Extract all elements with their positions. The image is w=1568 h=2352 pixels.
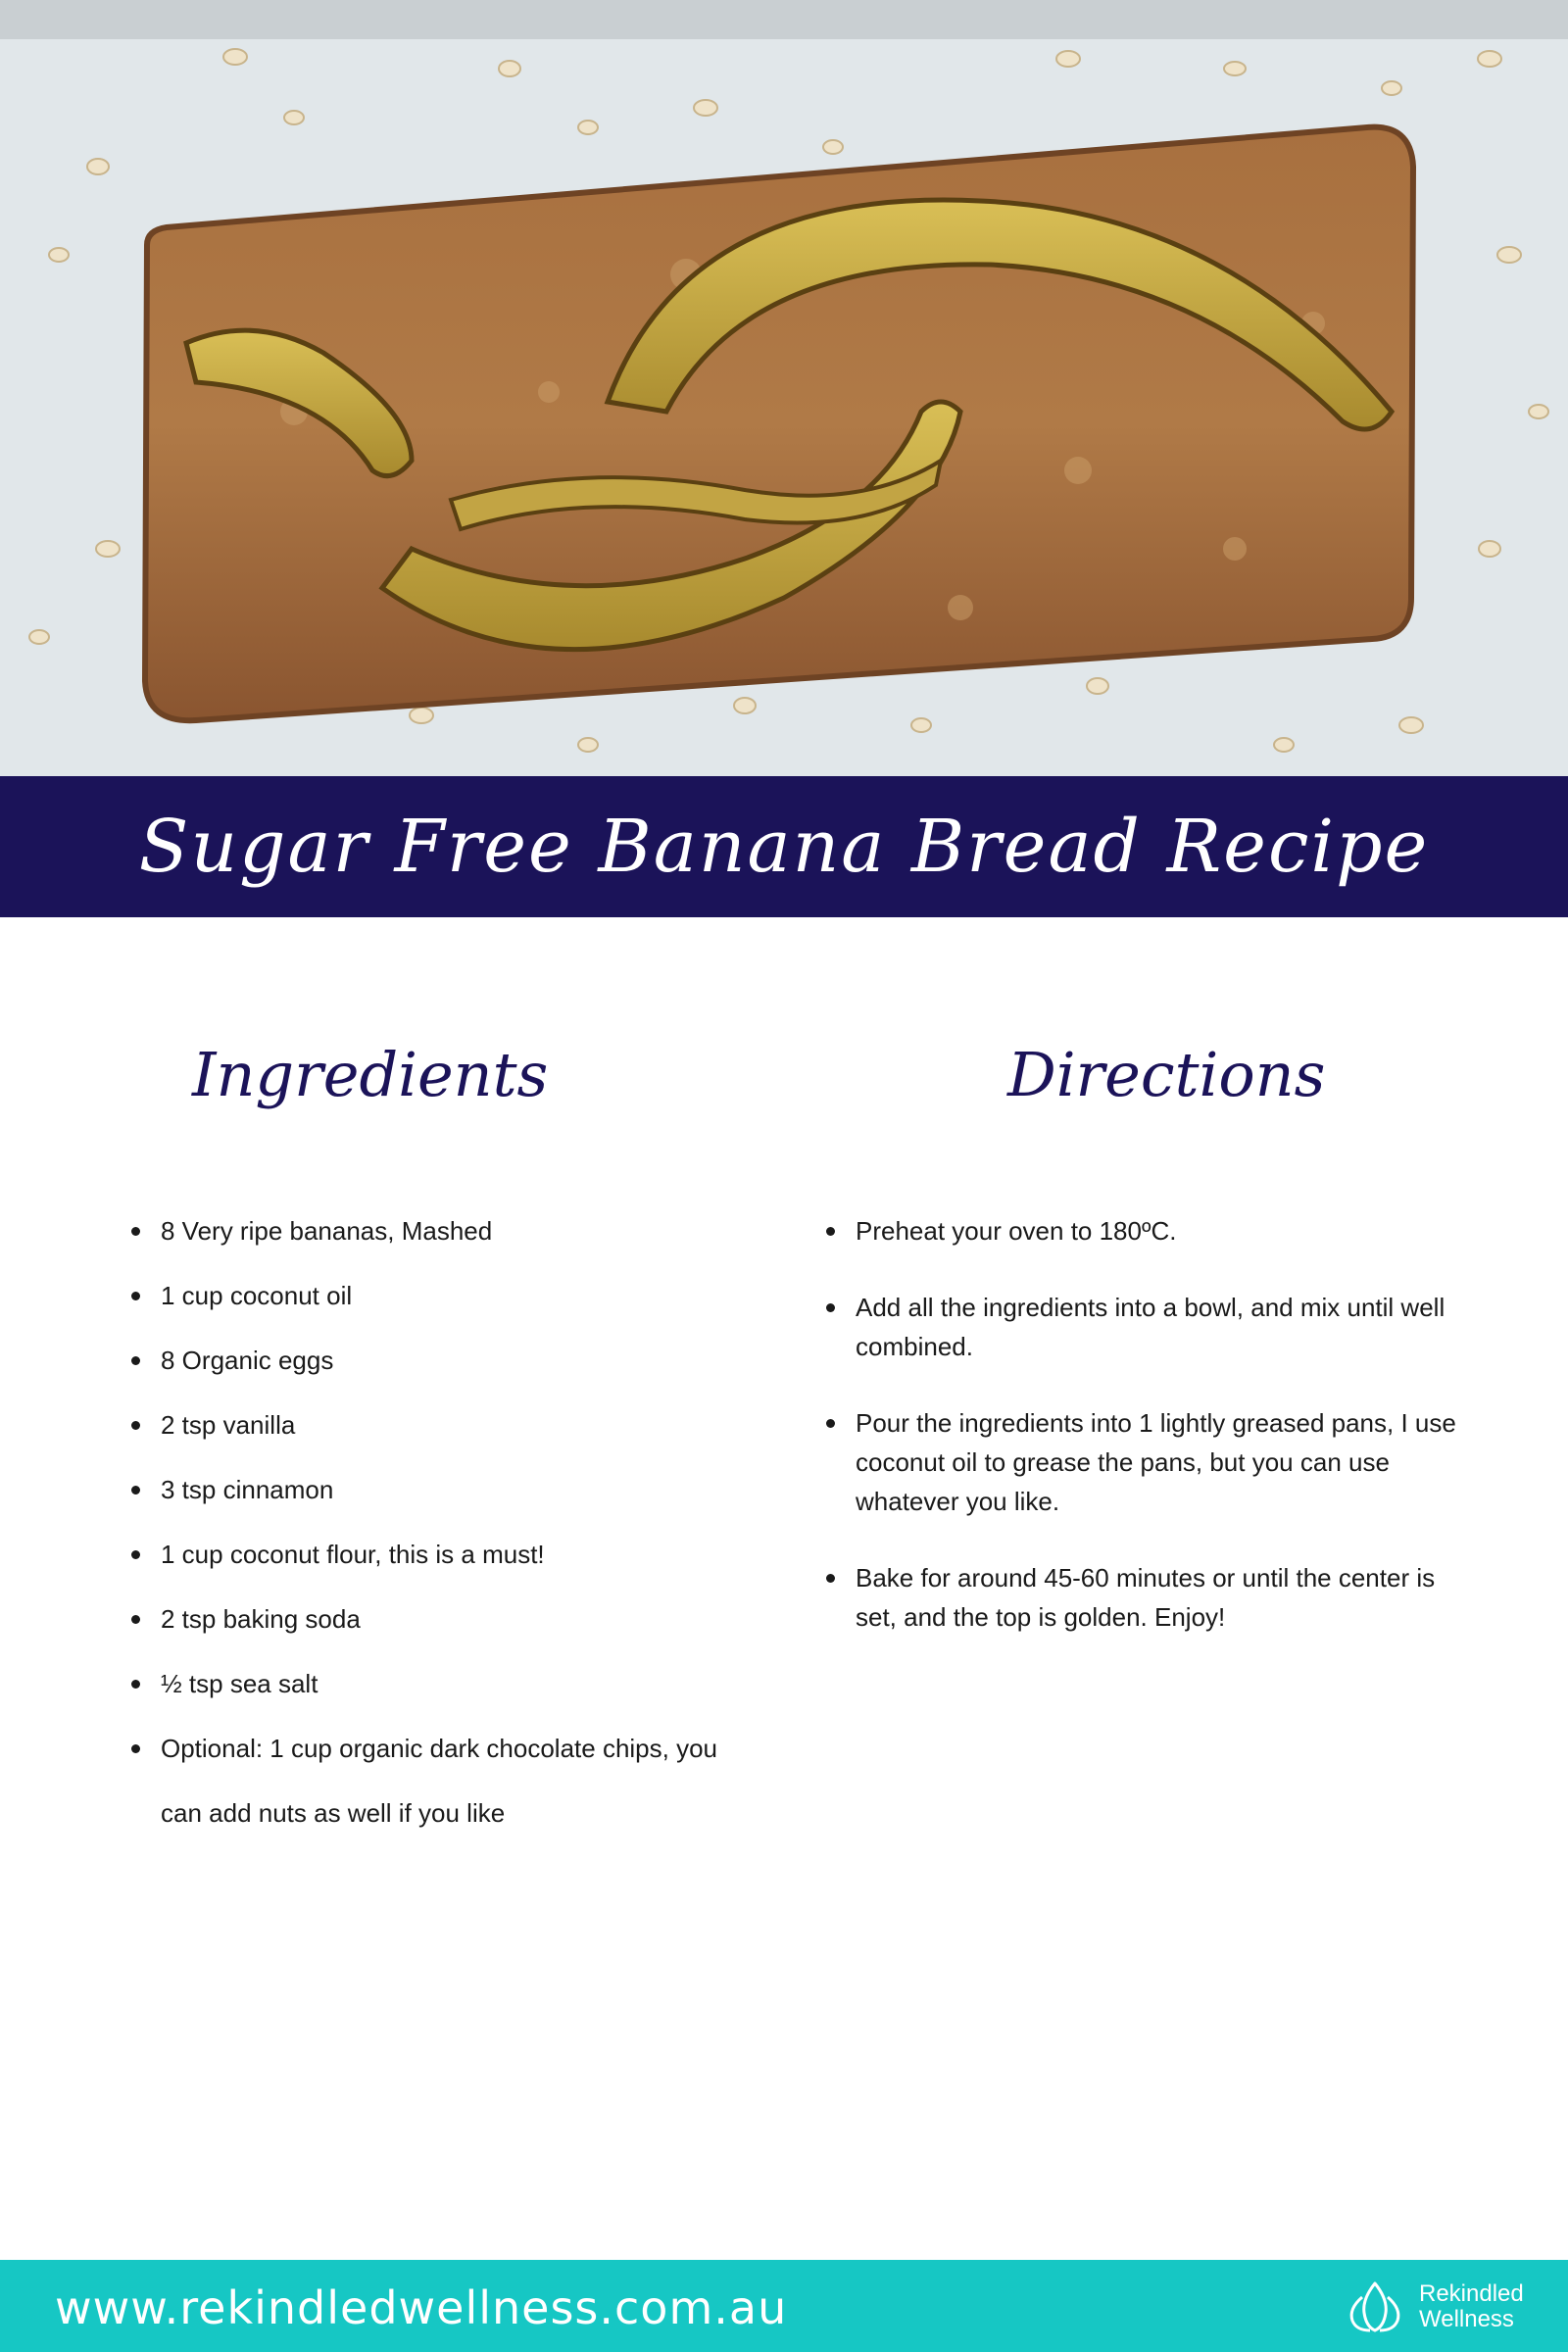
bullet-icon xyxy=(131,1680,140,1689)
bullet-icon xyxy=(131,1486,140,1494)
bullet-icon xyxy=(131,1744,140,1753)
ingredient-text: 8 Organic eggs xyxy=(161,1346,334,1375)
direction-text: Pour the ingredients into 1 lightly greased pans, I use coconut oil to grease the pans, but you can use whatever you like. xyxy=(856,1408,1456,1516)
directions-list xyxy=(826,1211,1473,1674)
list-item xyxy=(131,1470,719,1509)
ingredients-list xyxy=(131,1211,719,1871)
list-item xyxy=(131,1599,719,1639)
list-item xyxy=(131,1405,719,1445)
directions-heading: Directions xyxy=(1007,1039,1326,1110)
bullet-icon xyxy=(131,1356,140,1365)
brand-name-line1: Rekindled xyxy=(1419,2280,1524,2307)
ingredient-text: 2 tsp baking soda xyxy=(161,1604,361,1634)
direction-text: Bake for around 45-60 minutes or until the center is set, and the top is golden. Enjoy! xyxy=(856,1563,1436,1632)
banana-bread-illustration xyxy=(0,0,1568,776)
direction-text: Add all the ingredients into a bowl, and mix until well combined. xyxy=(856,1293,1446,1361)
ingredients-heading: Ingredients xyxy=(192,1039,549,1110)
bullet-icon xyxy=(131,1421,140,1430)
bullet-icon xyxy=(826,1303,835,1312)
list-item xyxy=(131,1664,719,1703)
ingredient-text: 2 tsp vanilla xyxy=(161,1410,296,1440)
direction-text: Preheat your oven to 180ºC. xyxy=(856,1216,1177,1246)
website-link[interactable]: www.rekindledwellness.com.au xyxy=(55,2281,788,2334)
list-item xyxy=(131,1535,719,1574)
ingredient-text: 3 tsp cinnamon xyxy=(161,1475,334,1504)
list-item xyxy=(131,1341,719,1380)
bullet-icon xyxy=(131,1615,140,1624)
bullet-icon xyxy=(826,1419,835,1428)
brand-name xyxy=(1419,2281,1524,2332)
list-item xyxy=(826,1558,1473,1637)
bullet-icon xyxy=(826,1574,835,1583)
bullet-icon xyxy=(131,1550,140,1559)
bullet-icon xyxy=(826,1227,835,1236)
ingredient-text: 1 cup coconut flour, this is a must! xyxy=(161,1540,545,1569)
list-item xyxy=(826,1288,1473,1366)
recipe-title: Sugar Free Banana Bread Recipe xyxy=(138,805,1430,889)
ingredient-text: ½ tsp sea salt xyxy=(161,1669,318,1698)
hero-image xyxy=(0,0,1568,776)
bullet-icon xyxy=(131,1292,140,1300)
ingredient-text: 8 Very ripe bananas, Mashed xyxy=(161,1216,493,1246)
ingredient-text: Optional: 1 cup organic dark chocolate chips, you can add nuts as well if you like xyxy=(161,1734,718,1828)
footer-bar xyxy=(0,2260,1568,2352)
list-item xyxy=(131,1211,719,1250)
title-banner xyxy=(0,776,1568,917)
ingredient-text: 1 cup coconut oil xyxy=(161,1281,353,1310)
list-item xyxy=(131,1276,719,1315)
list-item xyxy=(131,1716,719,1845)
list-item xyxy=(826,1211,1473,1250)
brand-name-line2: Wellness xyxy=(1419,2306,1514,2332)
brand-logo xyxy=(1343,2276,1548,2336)
list-item xyxy=(826,1403,1473,1521)
lotus-flame-icon xyxy=(1343,2279,1407,2334)
bullet-icon xyxy=(131,1227,140,1236)
